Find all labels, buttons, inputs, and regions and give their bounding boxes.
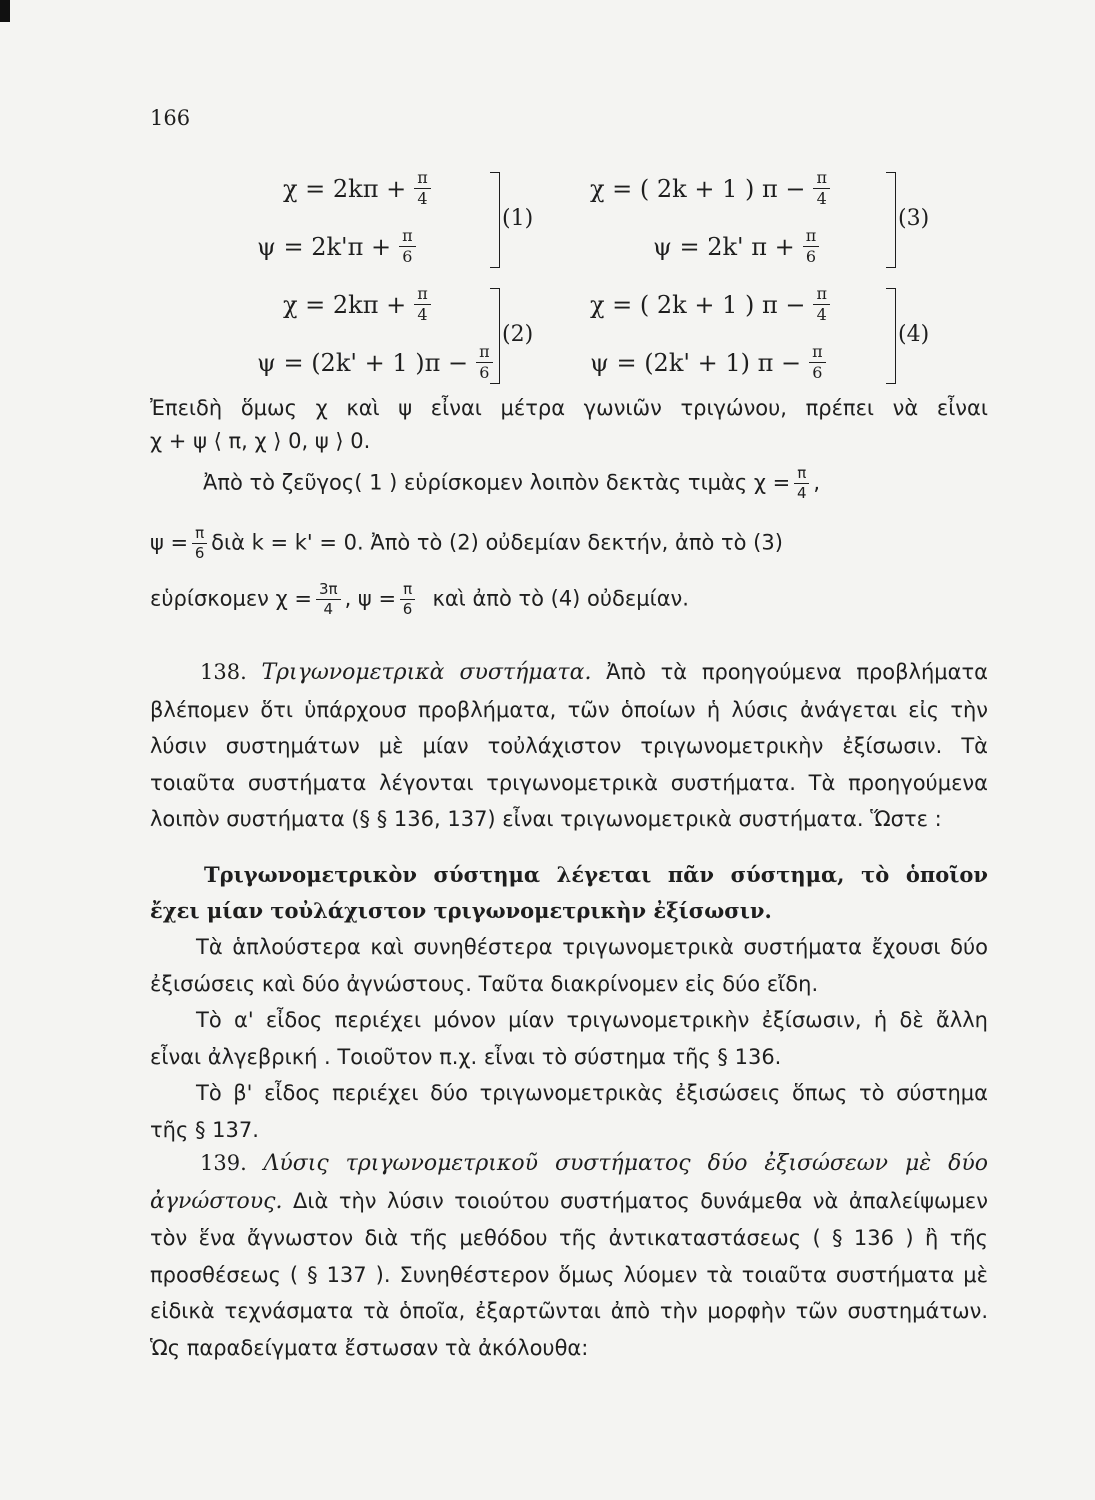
fraction: $\frac{\pi}{6}$: [400, 582, 415, 617]
system-3-eq-psi: ψ = 2k' π + $\frac{\pi}{6}$: [653, 228, 819, 265]
section-138-number: 138.: [200, 660, 247, 684]
section-139-number: 139.: [200, 1151, 247, 1175]
fraction: $\frac{\pi}{4}$: [813, 170, 830, 207]
paragraph-simplest-systems: Τὰ ἁπλούστερα καὶ συνηθέστερα τριγωνομετρικὰ συστήματα ἔχουσι δύο ἐξισώσεις καὶ δύο ἀγνώστους. Ταῦτα διακρίνομεν εἰς δύο εἴδη.: [150, 935, 988, 996]
system-1-brace: [490, 172, 500, 268]
since-line-2: χ + ψ ⟨ π, χ ⟩ 0, ψ ⟩ 0.: [150, 429, 371, 453]
fraction: $\frac{\pi}{4}$: [813, 286, 830, 323]
system-4-label: (4): [898, 322, 930, 347]
section-139-title: Λύσις τριγωνομετρικοῦ συστήματος δύο ἐξισώσεων μὲ δύο ἀγνώστους.: [150, 1151, 988, 1214]
system-3-label: (3): [898, 206, 930, 231]
system-2-eq-chi: χ = 2kπ + $\frac{\pi}{4}$: [283, 286, 431, 323]
definition-trig-system: Τριγωνομετρικὸν σύστημα λέγεται πᾶν σύστημα, τὸ ὁποῖον ἔχει μίαν τοὐλάχιστον τριγωνομετρικὴν ἐξίσωσιν.: [150, 862, 988, 923]
system-3-brace: [886, 172, 896, 268]
system-4-eq-chi: χ = ( 2k + 1 ) π − $\frac{\pi}{4}$: [590, 286, 830, 323]
section-138-intro: 138. Τριγωνομετρικὰ συστήματα. Ἀπὸ τὰ προηγούμενα προβλήματα βλέπομεν ὅτι ὑπάρχουσ προβλήματα, τῶν ὁποίων ἡ λύσις ἀνάγεται εἰς τὴν λύσιν συστημάτων μὲ μίαν τοὐλάχιστον τριγωνομετρικὴν ἐξίσωσιν. Τὰ τοιαῦτα συστήματα λέγονται τριγωνομετρικὰ συστήματα. Τὰ προηγούμενα λοιπὸν συστήματα (§ § 136, 137) εἶναι τριγωνομετρικὰ συστήματα. Ὥστε :: [150, 660, 988, 832]
system-4-eq-psi: ψ = (2k' + 1) π − $\frac{\pi}{6}$: [590, 344, 826, 381]
system-1-label: (1): [502, 206, 534, 231]
system-3-eq-chi: χ = ( 2k + 1 ) π − $\frac{\pi}{4}$: [590, 170, 830, 207]
pair-line-1: Ἀπὸ τὸ ζεῦγος( 1 ) εὑρίσκομεν λοιπὸν δεκτὰς τιμὰς χ = $\frac{\pi}{4}$ ,: [203, 464, 821, 502]
system-1-eq-psi: ψ = 2k'π + $\frac{\pi}{6}$: [257, 228, 416, 265]
since-line-1: Ἐπειδὴ ὅμως χ καὶ ψ εἶναι μέτρα γωνιῶν τριγώνου, πρέπει νὰ εἶναι: [150, 396, 988, 420]
system-2-brace: [490, 288, 500, 384]
section-139-body: 139. Λύσις τριγωνομετρικοῦ συστήματος δύο ἐξισώσεων μὲ δύο ἀγνώστους. Διὰ τὴν λύσιν τοιούτου συστήματος δυνάμεθα νὰ ἀπαλείψωμεν τὸν ἕνα ἄγνωστον διὰ τῆς μεθόδου τῆς ἀντικαταστάσεως ( § 136 ) ἢ τῆς προσθέσεως ( § 137 ). Συνηθέστερον ὅμως λύομεν τὰ τοιαῦτα συστήματα μὲ εἰδικὰ τεχνάσματα τὰ ὁποῖα, ἐξαρτῶνται ἀπὸ τὴν μορφὴν τῶν συστημάτων. Ὡς παραδείγματα ἔστωσαν τὰ ἀκόλουθα:: [150, 1151, 988, 1360]
system-2-eq-psi: ψ = (2k' + 1 )π − $\frac{\pi}{6}$: [257, 344, 493, 381]
fraction: $\frac{\pi}{4}$: [414, 286, 431, 323]
fraction: $\frac{\pi}{4}$: [414, 170, 431, 207]
fraction: $\frac{\pi}{6}$: [809, 344, 826, 381]
fraction: $\frac{\pi}{6}$: [192, 526, 207, 561]
system-1-eq-chi: χ = 2kπ + $\frac{\pi}{4}$: [283, 170, 431, 207]
fraction: $\frac{\pi}{6}$: [476, 344, 493, 381]
pair-line-2: ψ = $\frac{\pi}{6}$ διὰ k = k' = 0. Ἀπὸ τὸ (2) οὐδεμίαν δεκτήν, ἀπὸ τὸ (3): [150, 524, 783, 562]
system-2-label: (2): [502, 322, 534, 347]
fraction: $\frac{\pi}{6}$: [803, 228, 820, 265]
fraction: $\frac{3\pi}{4}$: [316, 582, 341, 617]
page-number: 166: [150, 106, 191, 130]
scan-corner-mark: [0, 0, 10, 22]
system-4-brace: [886, 288, 896, 384]
fraction: $\frac{\pi}{4}$: [794, 466, 809, 501]
fraction: $\frac{\pi}{6}$: [399, 228, 416, 265]
section-138-title: Τριγωνομετρικὰ συστήματα.: [261, 660, 592, 685]
paragraph-second-kind: Τὸ β' εἶδος περιέχει δύο τριγωνομετρικὰς ἐξισώσεις ὅπως τὸ σύστημα τῆς § 137.: [150, 1081, 988, 1142]
paragraph-first-kind: Τὸ α' εἶδος περιέχει μόνον μίαν τριγωνομετρικὴν ἐξίσωσιν, ἡ δὲ ἄλλη εἶναι ἀλγεβρική . Τοιοῦτον π.χ. εἶναι τὸ σύστημα τῆς § 136.: [150, 1008, 988, 1069]
pair-line-3: εὑρίσκομεν χ = $\frac{3\pi}{4}$ , ψ = $\frac{\pi}{6}$ καὶ ἀπὸ τὸ (4) οὐδεμίαν.: [150, 580, 689, 618]
